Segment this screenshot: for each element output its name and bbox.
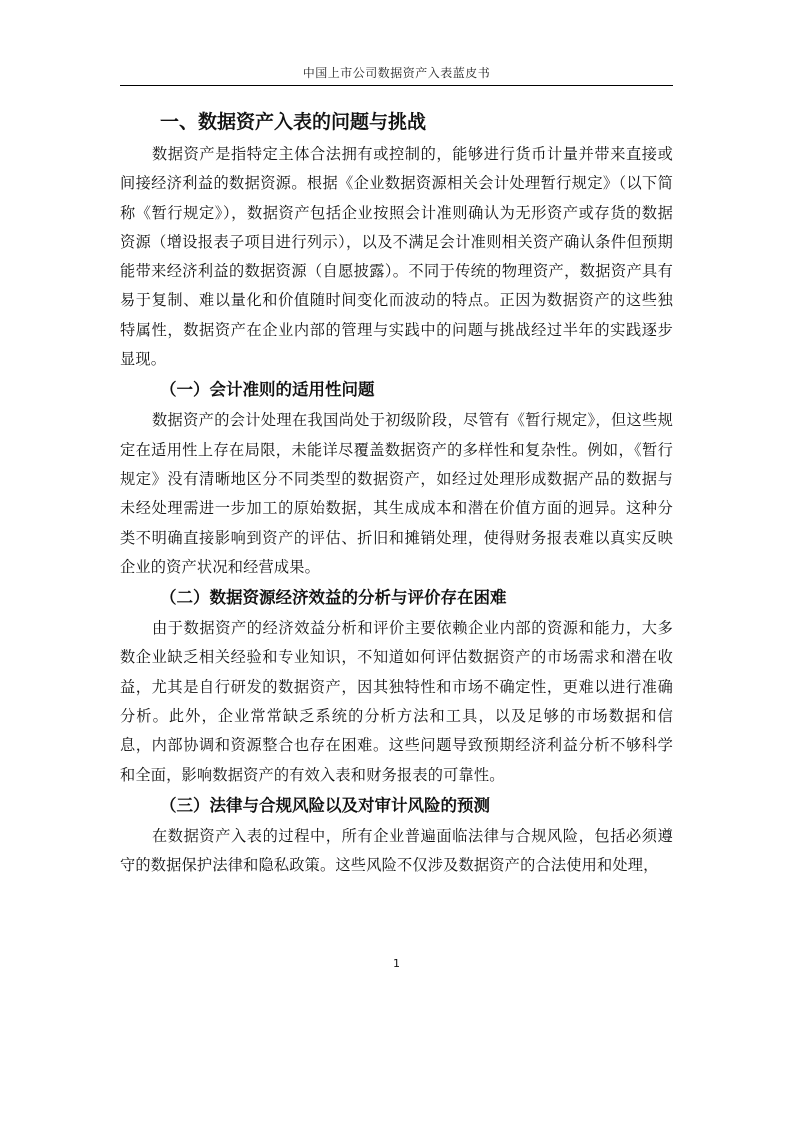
subsection-paragraph-3: 在数据资产入表的过程中，所有企业普遍面临法律与合规风险，包括必须遵守的数据保护法律和隐私政策。这些风险不仅涉及数据资产的合法使用和处理， (120, 826, 673, 875)
subsection-title-1: （一）会计准则的适用性问题 (160, 380, 375, 400)
page-number: 1 (393, 957, 400, 970)
subsection-paragraph-1: 数据资产的会计处理在我国尚处于初级阶段，尽管有《暂行规定》，但这些规定在适用性上存在局限，未能详尽覆盖数据资产的多样性和复杂性。例如，《暂行规定》没有清晰地区分不同类型的数据资产，如经过处理形成数据产品的数据与未经处理需进一步加工的原始数据，其生成成本和潜在价值方面的迥异。这种分类不明确直接影响到资产的评估、折旧和摊销处理，使得财务报表难以真实反映企业的资产状况和经营成果。 (120, 411, 673, 576)
section-title: 一、数据资产入表的问题与挑战 (160, 111, 427, 133)
subsection-title-2: （二）数据资源经济效益的分析与评价存在困难 (160, 588, 507, 608)
page-content (120, 106, 673, 881)
subsection-title-3: （三）法律与合规风险以及对审计风险的预测 (160, 795, 490, 815)
header-divider (120, 85, 673, 86)
running-header: 中国上市公司数据资产入表蓝皮书 (302, 66, 491, 80)
section-intro-paragraph: 数据资产是指特定主体合法拥有或控制的，能够进行货币计量并带来直接或间接经济利益的数据资源。根据《企业数据资源相关会计处理暂行规定》（以下简称《暂行规定》），数据资产包括企业按照会计准则确认为无形资产或存货的数据资源（增设报表子项目进行列示），以及不满足会计准则相关资产确认条件但预期能带来经济利益的数据资源（自愿披露）。不同于传统的物理资产，数据资产具有易于复制、难以量化和价值随时间变化而波动的特点。正因为数据资产的这些独特属性，数据资产在企业内部的管理与实践中的问题与挑战经过半年的实践逐步显现。 (120, 145, 673, 369)
subsection-paragraph-2: 由于数据资产的经济效益分析和评价主要依赖企业内部的资源和能力，大多数企业缺乏相关经验和专业知识，不知道如何评估数据资产的市场需求和潜在收益，尤其是自行研发的数据资产，因其独特性和市场不确定性，更难以进行准确分析。此外，企业常常缺乏系统的分析方法和工具，以及足够的市场数据和信息，内部协调和资源整合也存在困难。这些问题导致预期经济利益分析不够科学和全面，影响数据资产的有效入表和财务报表的可靠性。 (120, 619, 673, 784)
